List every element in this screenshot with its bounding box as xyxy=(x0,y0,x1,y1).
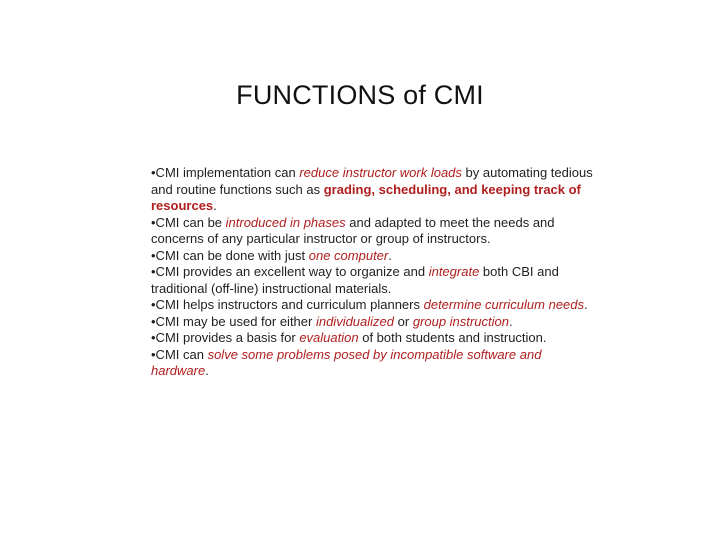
bullet-text: •CMI provides an excellent way to organize and xyxy=(151,264,429,279)
highlighted-phrase: evaluation xyxy=(299,330,359,345)
bullet-paragraph xyxy=(151,314,596,331)
bullet-paragraph xyxy=(151,347,596,380)
highlighted-phrase: solve some problems posed by incompatible software and hardware xyxy=(151,346,542,378)
bullet-text: both CBI and traditional (off-line) instructional materials. xyxy=(151,264,559,296)
bullet-text: . xyxy=(213,198,217,213)
bullet-text: or xyxy=(394,313,413,329)
bullet-text: by automating tedious and routine functions such as xyxy=(151,165,593,197)
bullet-paragraph xyxy=(151,297,596,314)
highlighted-phrase: integrate xyxy=(428,264,480,279)
highlighted-phrase: determine curriculum needs xyxy=(423,297,585,312)
bullet-text: of both students and instruction. xyxy=(358,330,547,345)
bullet-paragraph xyxy=(151,330,596,347)
highlighted-phrase: reduce instructor work loads xyxy=(299,165,462,180)
bullet-paragraph xyxy=(151,248,596,265)
highlighted-phrase: group instruction xyxy=(412,313,509,329)
slide-title: FUNCTIONS of CMI xyxy=(236,80,484,110)
highlighted-phrase: grading, scheduling, and keeping track of resources xyxy=(151,181,581,213)
bullet-text: •CMI can xyxy=(151,346,208,362)
bullet-text: . xyxy=(508,313,513,329)
slide-body xyxy=(151,165,596,380)
bullet-text: . xyxy=(205,363,209,378)
bullet-text: •CMI helps instructors and curriculum planners xyxy=(151,297,424,312)
highlighted-phrase: individualized xyxy=(315,313,395,329)
bullet-text: and adapted to meet the needs and concerns of any particular instructor or group of instructors. xyxy=(151,214,555,246)
bullet-text: . xyxy=(388,247,392,263)
bullet-text: •CMI may be used for either xyxy=(151,313,316,329)
bullet-text: . xyxy=(584,297,588,312)
highlighted-phrase: one computer xyxy=(308,247,389,263)
bullet-text: •CMI can be xyxy=(151,214,226,230)
bullet-paragraph xyxy=(151,264,596,297)
bullet-text: •CMI can be done with just xyxy=(151,247,309,263)
highlighted-phrase: introduced in phases xyxy=(225,214,346,230)
bullet-paragraph xyxy=(151,165,596,215)
bullet-text: •CMI implementation can xyxy=(151,165,300,180)
bullet-paragraph xyxy=(151,215,596,248)
bullet-text: •CMI provides a basis for xyxy=(151,330,300,345)
